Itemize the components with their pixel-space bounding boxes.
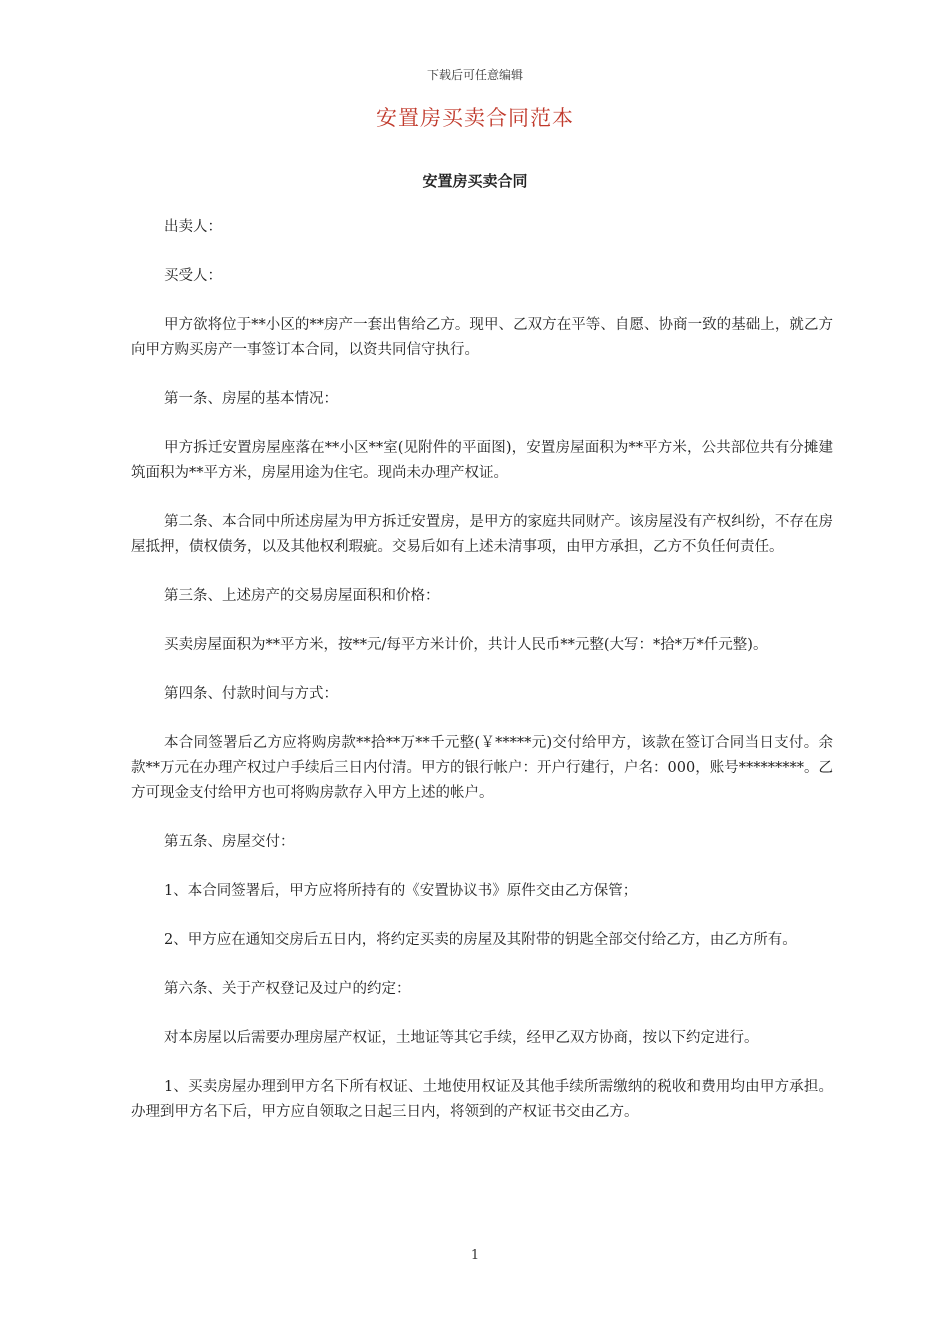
paragraph-article-5-item-2: 2、甲方应在通知交房后五日内，将约定买卖的房屋及其附带的钥匙全部交付给乙方，由乙方所有。: [164, 932, 797, 948]
paragraph-buyer: 买受人：: [164, 268, 222, 284]
paragraph-article-1-body: 甲方拆迁安置房屋座落在**小区**室(见附件的平面图)，安置房屋面积为**平方米，公共部位共有分摊建筑面积为**平方米，房屋用途为住宅。现尚未办理产权证。: [131, 440, 833, 481]
paragraph-article-1: 第一条、房屋的基本情况：: [164, 391, 338, 407]
paragraph-intro: 甲方欲将位于**小区的**房产一套出售给乙方。现甲、乙双方在平等、自愿、协商一致的基础上，就乙方向甲方购买房产一事签订本合同，以资共同信守执行。: [131, 317, 833, 358]
paragraph-article-6: 第六条、关于产权登记及过户的约定：: [164, 981, 411, 997]
document-body: [131, 215, 833, 1149]
paragraph-article-3-body: 买卖房屋面积为**平方米，按**元/每平方米计价，共计人民币**元整(大写：*拾*万*仟元整)。: [164, 637, 768, 653]
paragraph-article-3: 第三条、上述房产的交易房屋面积和价格：: [164, 588, 440, 604]
paragraph-article-6-body: 对本房屋以后需要办理房屋产权证，土地证等其它手续，经甲乙双方协商，按以下约定进行。: [164, 1030, 759, 1046]
paragraph-article-2: 第二条、本合同中所述房屋为甲方拆迁安置房，是甲方的家庭共同财产。该房屋没有产权纠纷，不存在房屋抵押，债权债务，以及其他权利瑕疵。交易后如有上述未清事项，由甲方承担，乙方不负任何责任。: [131, 514, 833, 555]
page-number: 1: [470, 1248, 480, 1263]
paragraph-article-5-item-1: 1、本合同签署后，甲方应将所持有的《安置协议书》原件交由乙方保管；: [164, 883, 638, 899]
paragraph-article-4-body: 本合同签署后乙方应将购房款**拾**万**千元整(￥*****元)交付给甲方，该款在签订合同当日支付。余款**万元在办理产权过户手续后三日内付清。甲方的银行帐户：开户行建行，户名：000，账号*********。乙方可现金支付给甲方也可将购房款存入甲方上述的帐户。: [131, 735, 833, 801]
page-header-note: 下载后可任意编辑: [426, 68, 523, 82]
document-subtitle: 安置房买卖合同: [422, 172, 528, 190]
paragraph-article-5: 第五条、房屋交付：: [164, 834, 295, 850]
paragraph-article-4: 第四条、付款时间与方式：: [164, 686, 338, 702]
paragraph-seller: 出卖人：: [164, 219, 222, 235]
paragraph-article-6-item-1: 1、买卖房屋办理到甲方名下所有权证、土地使用权证及其他手续所需缴纳的税收和费用均由甲方承担。办理到甲方名下后，甲方应自领取之日起三日内，将领到的产权证书交由乙方。: [131, 1079, 833, 1120]
document-title: 安置房买卖合同范本: [376, 106, 574, 130]
